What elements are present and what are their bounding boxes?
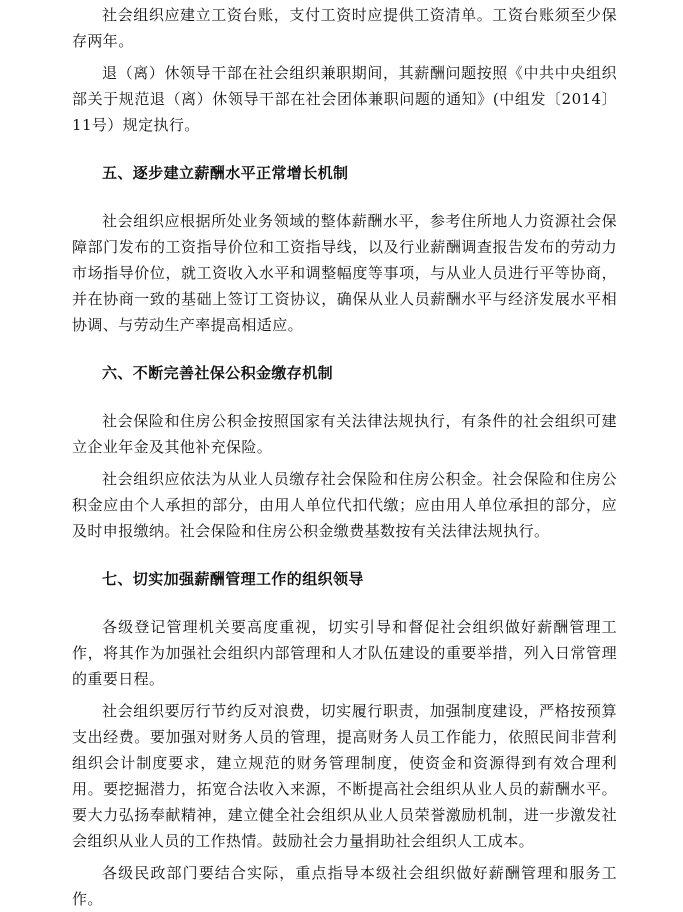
paragraph-wage-ledger: 社会组织应建立工资台账，支付工资时应提供工资清单。工资台账须至少保存两年。 <box>72 6 617 50</box>
paragraph-civil-affairs: 各级民政部门要结合实际，重点指导本级社会组织做好薪酬管理和服务工作。 <box>72 864 617 908</box>
paragraph-retired-officials: 退（离）休领导干部在社会组织兼职期间，其薪酬问题按照《中共中央组织部关于规范退（离）休领导干部在社会团体兼职问题的通知》(中组发〔2014〕11号）规定执行。 <box>72 64 617 134</box>
paragraph-insurance-payment: 社会组织应依法为从业人员缴存社会保险和住房公积金。社会保险和住房公积金应由个人承担的部分，由用人单位代扣代缴；应由用人单位承担的部分，应及时申报缴纳。社会保险和住房公积金缴费基数按有关法律法规执行。 <box>72 470 617 540</box>
paragraph-thrift-management: 社会组织要厉行节约反对浪费，切实履行职责，加强制度建设，严格按预算支出经费。要加强对财务人员的管理，提高财务人员工作能力，依照民间非营利组织会计制度要求，建立规范的财务管理制度，使资金和资源得到有效合理利用。要挖掘潜力，拓宽合法收入来源，不断提高社会组织从业人员的薪酬水平。要大力弘扬奉献精神，建立健全社会组织从业人员荣誉激励机制，进一步激发社会组织从业人员的工作热情。鼓励社会力量捐助社会组织人工成本。 <box>72 702 617 850</box>
section-heading-7: 七、切实加强薪酬管理工作的组织领导 <box>102 570 364 588</box>
section-heading-5: 五、逐步建立薪酬水平正常增长机制 <box>102 164 349 182</box>
paragraph-salary-growth: 社会组织应根据所处业务领域的整体薪酬水平，参考住所地人力资源社会保障部门发布的工资指导价位和工资指导线，以及行业薪酬调查报告发布的劳动力市场指导价位，就工资收入水平和调整幅度等事项，与从业人员进行平等协商，并在协商一致的基础上签订工资协议，确保从业人员薪酬水平与经济发展水平相协调、与劳动生产率提高相适应。 <box>72 212 617 334</box>
paragraph-insurance-fund: 社会保险和住房公积金按照国家有关法律法规执行，有条件的社会组织可建立企业年金及其他补充保险。 <box>72 412 617 456</box>
paragraph-registration-authority: 各级登记管理机关要高度重视，切实引导和督促社会组织做好薪酬管理工作，将其作为加强社会组织内部管理和人才队伍建设的重要举措，列入日常管理的重要日程。 <box>72 618 617 688</box>
section-heading-6: 六、不断完善社保公积金缴存机制 <box>102 364 334 382</box>
